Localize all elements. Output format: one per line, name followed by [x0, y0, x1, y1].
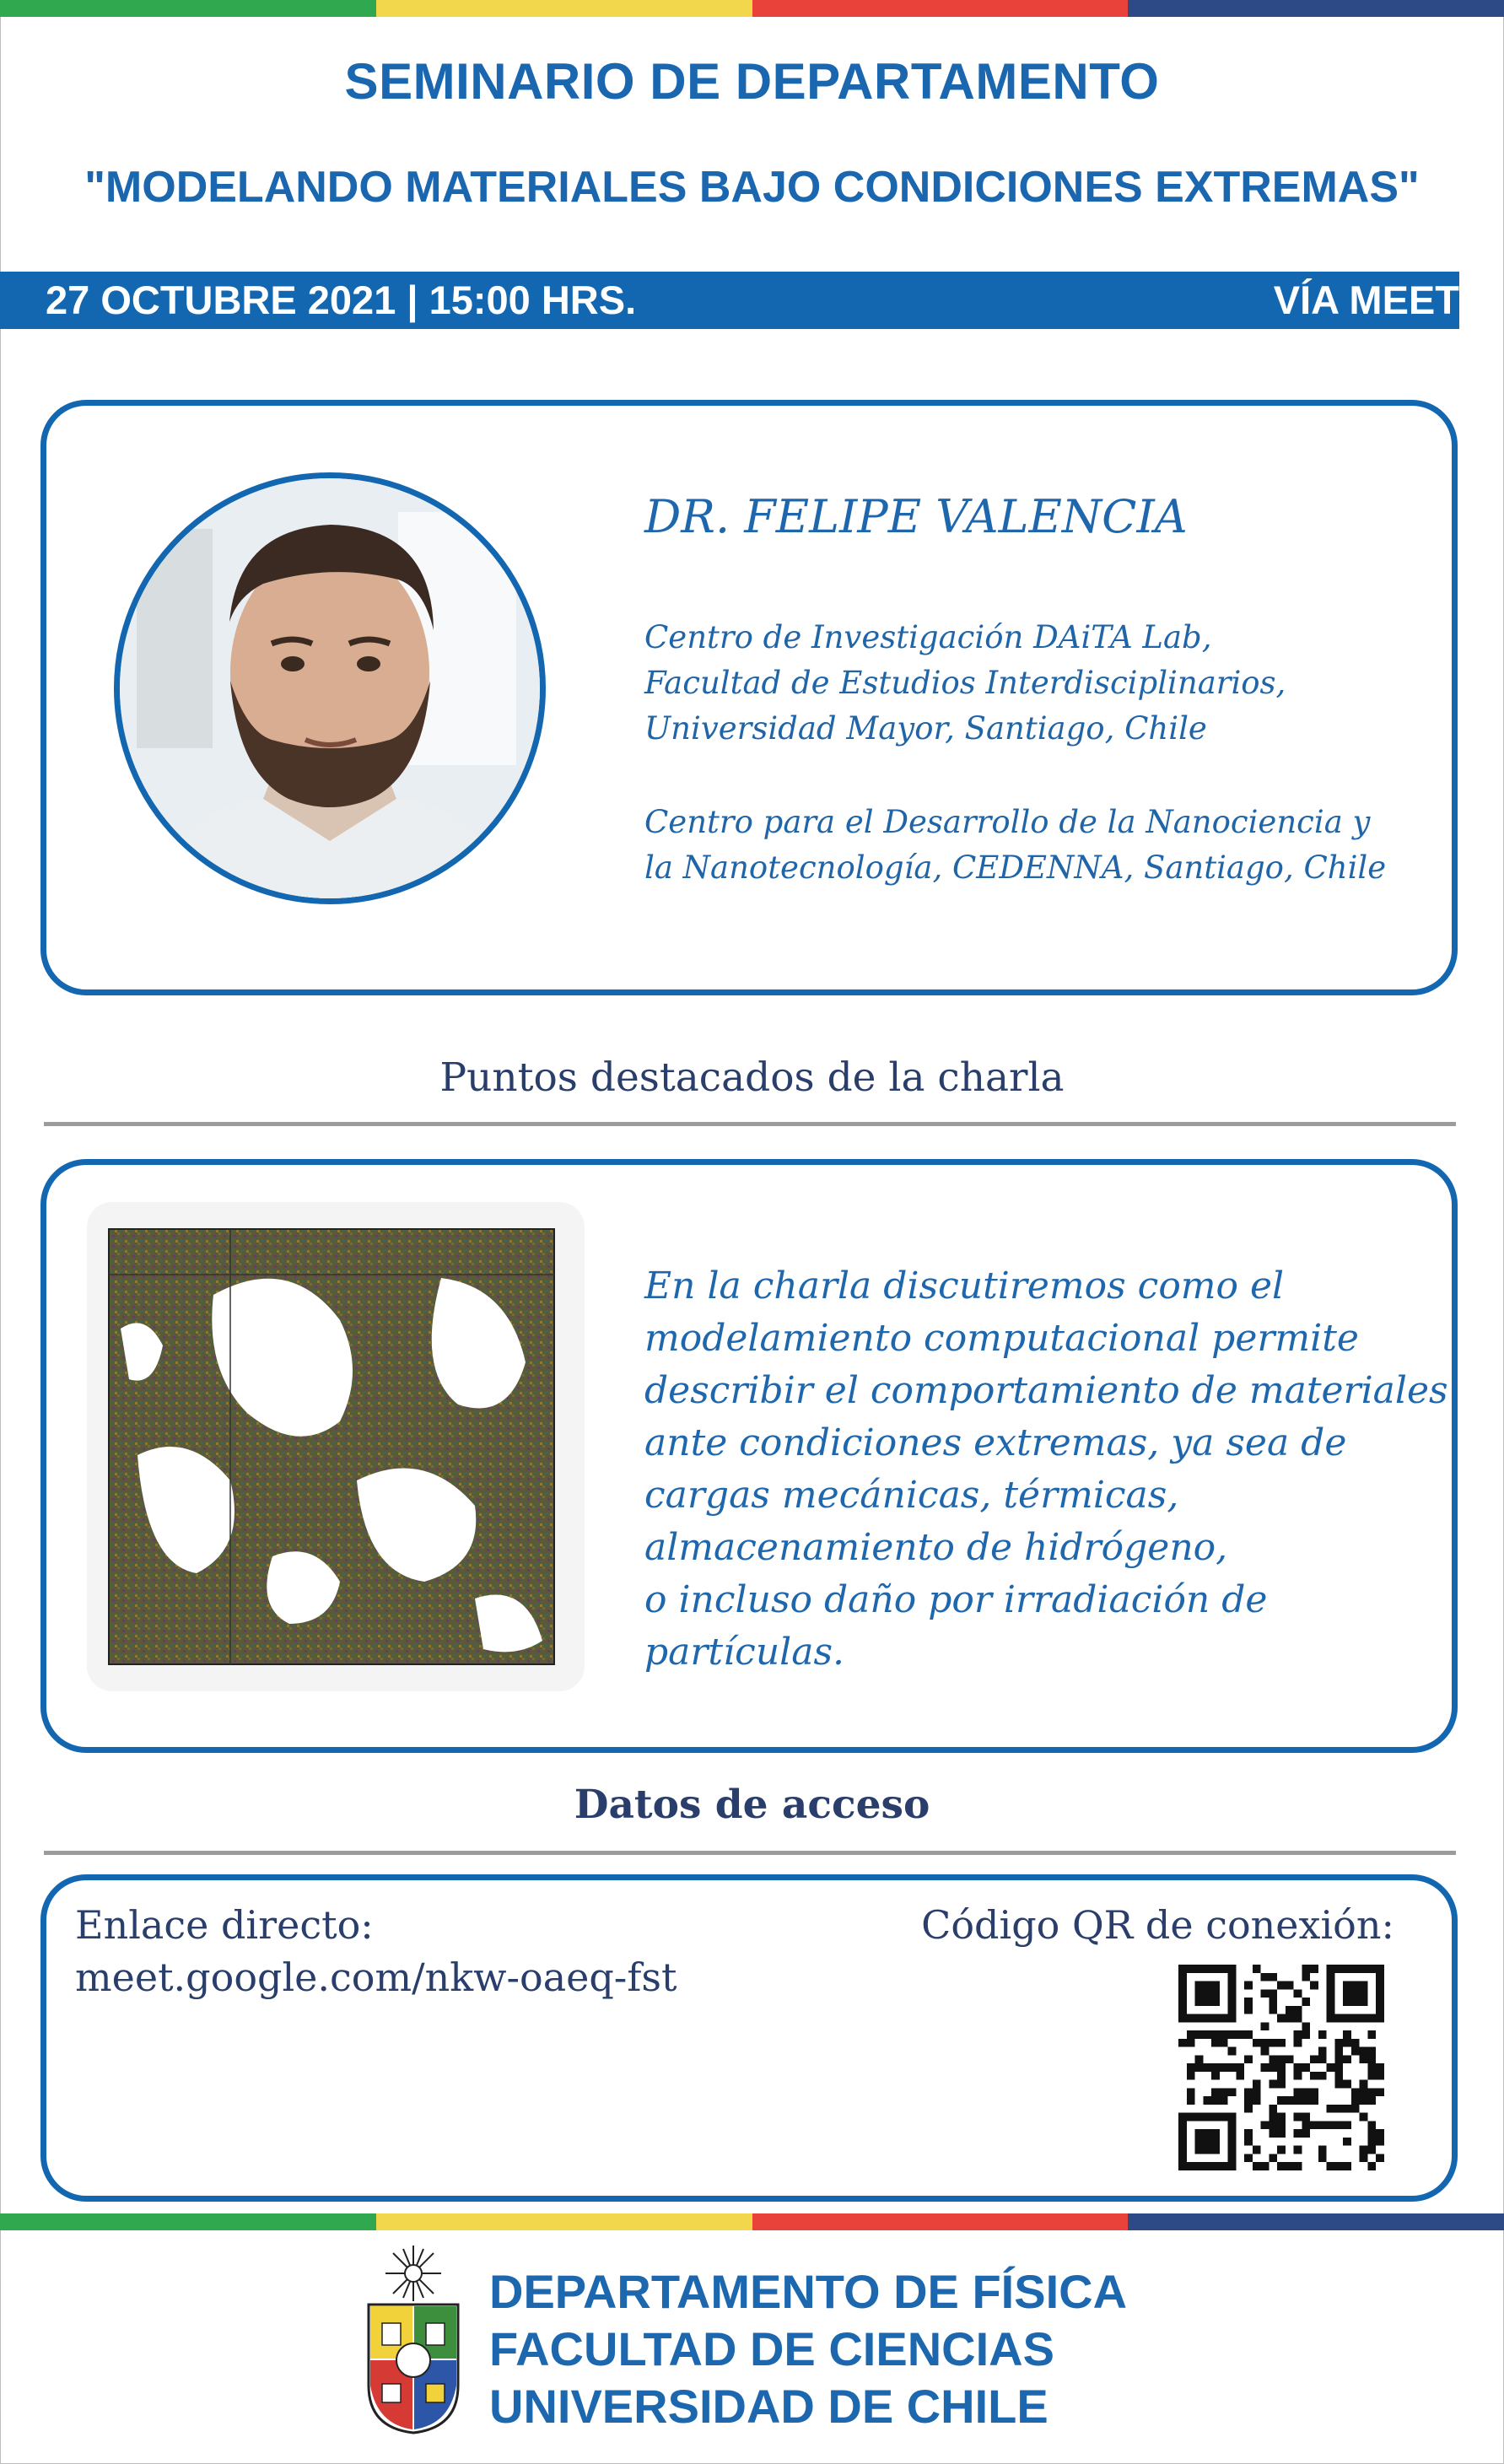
highlights-card [40, 1159, 1458, 1753]
highlights-heading: Puntos destacados de la charla [439, 1054, 1065, 1101]
speaker-affiliation-2: Centro para el Desarrollo de la Nanociencia y la Nanotecnología, CEDENNA, Santiago, Chile [644, 804, 1387, 886]
speaker-portrait-icon [120, 478, 540, 898]
link-label: Enlace directo: [75, 1902, 374, 1948]
seminar-title: SEMINARIO DE DEPARTAMENTO [344, 53, 1160, 110]
university-crest-icon [365, 2242, 461, 2434]
footer-department: DEPARTAMENTO DE FÍSICA [489, 2265, 1128, 2318]
access-heading: Datos de acceso [574, 1782, 930, 1828]
speaker-card [40, 400, 1458, 995]
divider [44, 1851, 1456, 1855]
date-bar [0, 272, 1459, 329]
qr-label: Código QR de conexión: [921, 1902, 1394, 1948]
abstract-text: En la charla discutiremos como el modelamiento computacional permite describir el comportamiento de materiales ante condiciones extremas, ya sea de cargas mecánicas, térmicas, almacenamiento de hidrógeno, o incluso daño por irradiación de partículas. [644, 1264, 1448, 1674]
talk-title: "MODELANDO MATERIALES BAJO CONDICIONES EXTREMAS" [84, 163, 1420, 212]
footer-university: UNIVERSIDAD DE CHILE [489, 2380, 1048, 2433]
speaker-name: DR. FELIPE VALENCIA [644, 490, 1188, 543]
meet-link[interactable]: meet.google.com/nkw-oaeq-fst [75, 1954, 677, 2000]
qr-code-icon[interactable] [1178, 1965, 1384, 2170]
footer-faculty: FACULTAD DE CIENCIAS [489, 2322, 1054, 2375]
venue: VÍA MEET [1273, 278, 1459, 322]
speaker-affiliation-1: Centro de Investigación DAiTA Lab, Facultad de Estudios Interdisciplinarios, Universidad Mayor, Santiago, Chile [644, 619, 1286, 747]
access-card [40, 1874, 1458, 2202]
divider [44, 1122, 1456, 1126]
bottom-color-stripe [0, 2213, 1504, 2230]
porous-material-icon [87, 1202, 585, 1691]
speaker-photo [114, 472, 546, 904]
top-color-stripe [0, 0, 1504, 17]
simulation-image [87, 1202, 585, 1691]
date-time: 27 OCTUBRE 2021 | 15:00 HRS. [46, 278, 637, 322]
